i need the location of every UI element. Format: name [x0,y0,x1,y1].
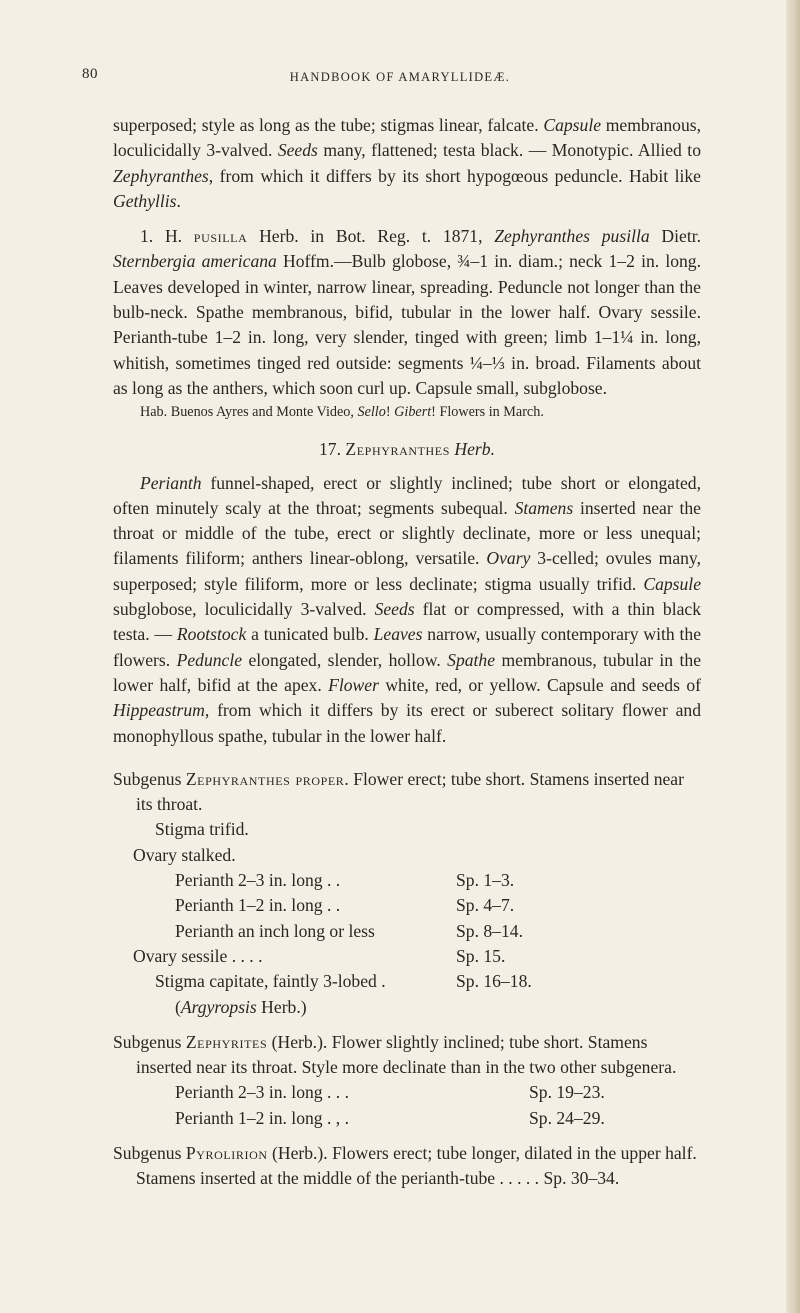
key-row: Stigma trifid. [155,819,249,840]
key-row: Perianth 2–3 in. long . . Sp. 1–3. [175,870,515,891]
subgenus-pyrolirion: Subgenus Pyrolirion (Herb.). Flowers erect; tube longer, dilated in the upper half. Stamens inserted at the middle of the perianth-tube . . . . . Sp. 30–34. [113,1142,697,1189]
intro-paragraph: superposed; style as long as the tube; stigmas linear, falcate. Capsule membranous, loculicidally 3-valved. Seeds many, flattened; testa black. — Monotypic. Allied to Zephyranthes, from which it differs by its short hypogœous peduncle. Habit like Gethyllis. [113,115,701,211]
key-row: Perianth 2–3 in. long . . . Sp. 19–23. [175,1082,605,1103]
species-pusilla: 1. H. pusilla Herb. in Bot. Reg. t. 1871, Zephyranthes pusilla Dietr. Sternbergia americana Hoffm.—Bulb globose, ¾–1 in. diam.; neck 1–2 in. long. Leaves developed in winter, narrow linear, spreading. Peduncle not longer than the bulb-neck. Spathe membranous, bifid, tubular in the lower half. Ovary sessile. Perianth-tube 1–2 in. long, very slender, tinged with green; limb 1–1¼ in. long, whitish, sometimes tinged red outside: segments ¼–⅓ in. broad. Filaments about as long as the anthers, which soon curl up. Capsule small, subglobose. [113,226,702,398]
key-row: Stigma capitate, faintly 3-lobed . Sp. 16–18. [155,971,532,992]
key-zephyrites [113,1080,701,1131]
key-row: Perianth an inch long or less Sp. 8–14. [175,920,523,941]
key-row: Ovary stalked. [133,844,236,865]
habitat-note: Hab. Buenos Ayres and Monte Video, Sello! Gibert! Flowers in March. [140,404,544,421]
subgenus-zephyranthes-proper: Subgenus Zephyranthes proper. Flower erect; tube short. Stamens inserted near its throat. [113,768,684,815]
key-row: Perianth 1–2 in. long . , . Sp. 24–29. [175,1107,605,1128]
key-row: Ovary sessile . . . . Sp. 15. [133,945,506,966]
key-row: Perianth 1–2 in. long . . Sp. 4–7. [175,895,515,916]
page-number: 80 [82,66,98,82]
running-head: HANDBOOK OF AMARYLLIDEÆ. [289,70,511,84]
key-zephyranthes-proper [113,817,701,1019]
genus-heading: 17. Zephyranthes Herb. [319,439,495,460]
subgenus-zephyrites: Subgenus Zephyrites (Herb.). Flower slightly inclined; tube short. Stamens inserted near its throat. Style more declinate than in the two other subgenera. [113,1031,677,1078]
key-row: (Argyropsis Herb.) [175,996,307,1017]
genus-description: Perianth funnel-shaped, erect or slightly inclined; tube short or elongated, often minutely scaly at the throat; segments subequal. Stamens inserted near the throat or middle of the tube, erect or slightly declinate, more or less unequal; filaments filiform; anthers linear-oblong, versatile. Ovary 3-celled; ovules many, superposed; style filiform, more or less declinate; stigma usually trifid. Capsule subglobose, loculicidally 3-valved. Seeds flat or compressed, with a thin black testa. — Rootstock a tunicated bulb. Leaves narrow, usually contemporary with the flowers. Peduncle elongated, slender, hollow. Spathe membranous, tubular in the lower half, bifid at the apex. Flower white, red, or yellow. Capsule and seeds of Hippeastrum, from which it differs by its erect or suberect solitary flower and monophyllous spathe, tubular in the lower half. [113,472,702,746]
page-edge-shadow [786,0,800,1313]
page-body [113,113,701,1192]
